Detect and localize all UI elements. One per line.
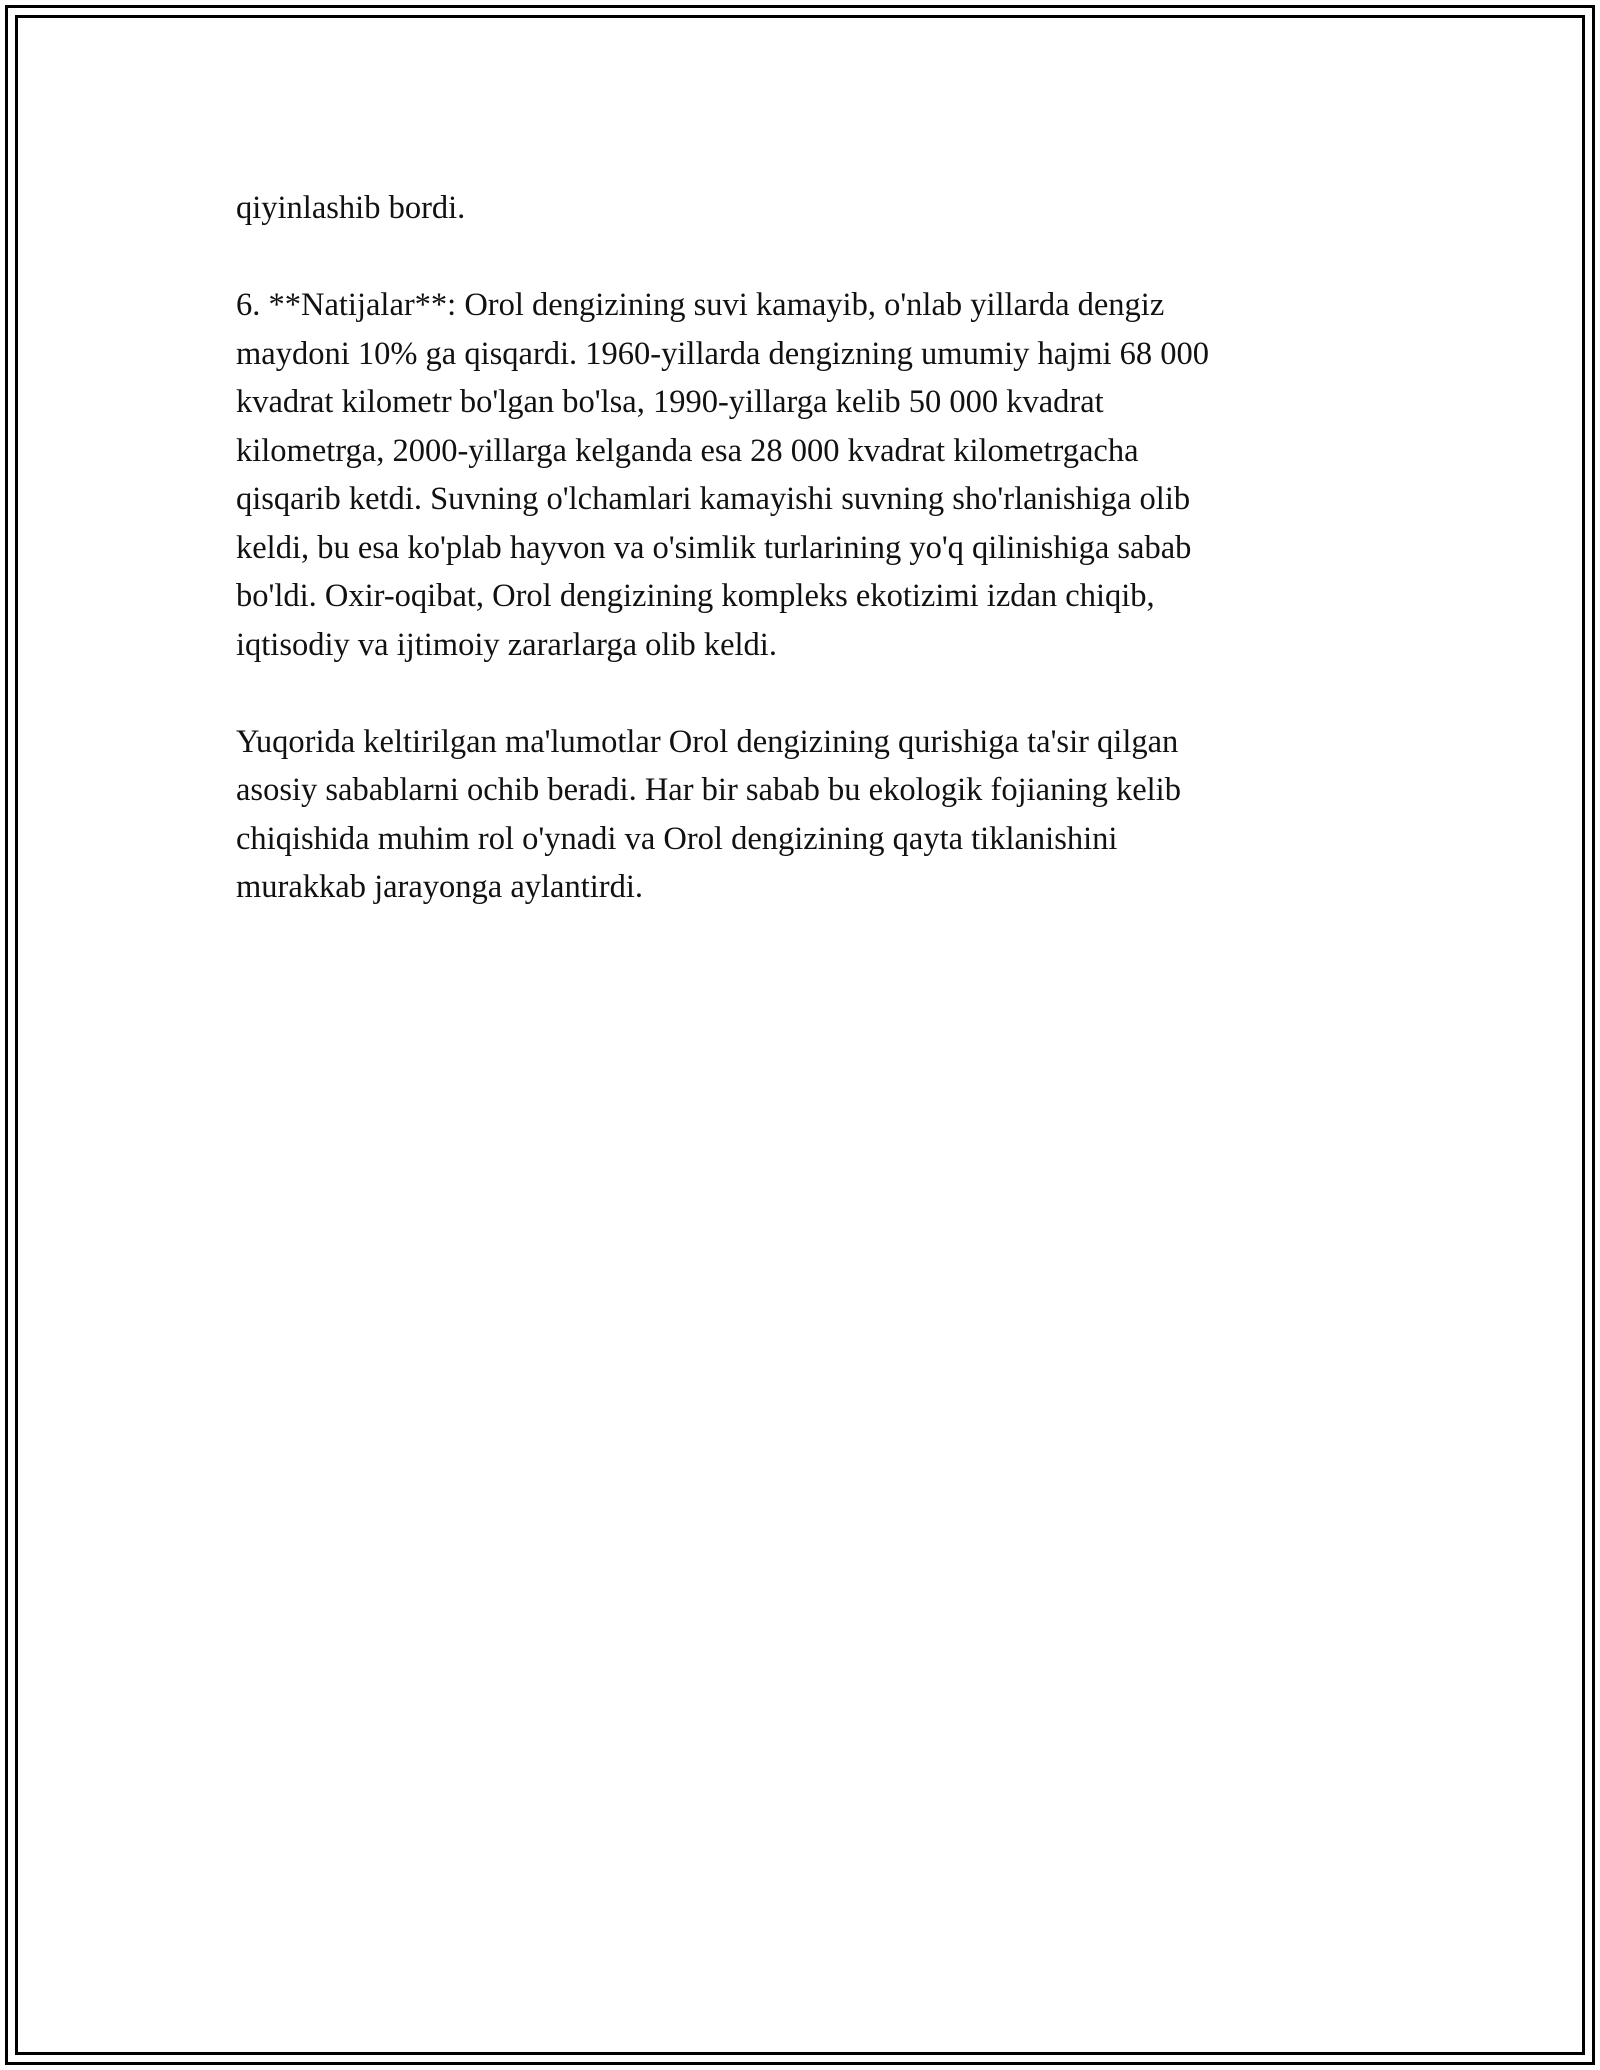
paragraph-continuation: qiyinlashib bordi. <box>236 190 466 226</box>
paragraph-results: 6. **Natijalar**: Orol dengizining suvi kamayib, o'nlab yillarda dengiz maydoni 10% ga qisqardi. 1960-yillarda dengizning umumiy hajmi 68 000 kvadrat kilometr bo'lgan bo'lsa, 1990-yillarga kelib 50 000 kvadrat kilometrga, 2000-yillarga kelganda esa 28 000 kvadrat kilometrgacha qisqarib ketdi. Suvning o'lchamlari kamayishi suvning sho'rlanishiga olib keldi, bu esa ko'plab hayvon va o'simlik turlarining yo'q qilinishiga sabab bo'ldi. Oxir-oqibat, Orol dengizining kompleks ekotizimi izdan chiqib, iqtisodiy va ijtimoiy zararlarga olib keldi. <box>236 287 1210 663</box>
document-body <box>236 184 1376 912</box>
paragraph-gap <box>236 669 1376 718</box>
paragraph-conclusion: Yuqorida keltirilgan ma'lumotlar Orol dengizining qurishiga ta'sir qilgan asosiy sabablarni ochib beradi. Har bir sabab bu ekologik fojianing kelib chiqishida muhim rol o'ynadi va Orol dengizining qayta tiklanishini murakkab jarayonga aylantirdi. <box>236 723 1181 905</box>
paragraph-gap <box>236 233 1376 282</box>
